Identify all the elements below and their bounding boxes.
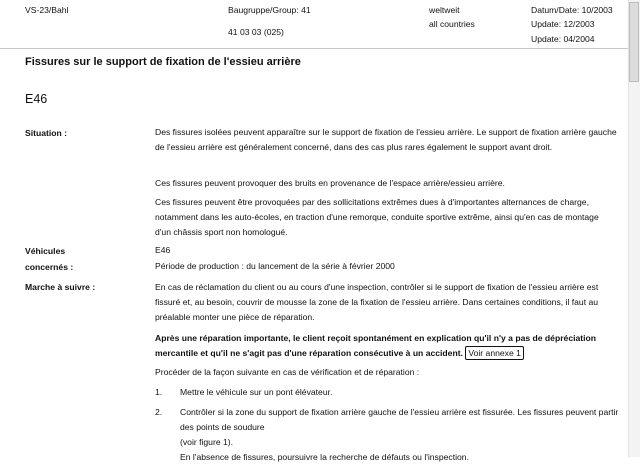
vehicles-model: E46 <box>155 245 171 255</box>
document-header <box>0 0 628 48</box>
situation-paragraph-3: Ces fissures peuvent être provoquées par des sollicitations extrêmes dues à d'importantes alternances de charge, notamment dans les auto-écoles, en traction d'une remorque, conduite sportive extrême, ainsi qu'en cas de montage d'un châssis sport non homologué. <box>155 197 599 237</box>
update-2: Update: 04/2004 <box>531 34 595 44</box>
situation-paragraph-1: Des fissures isolées peuvent apparaître sur le support de fixation de l'essieu arrière. Le support de fixation arrière gauche de l'essieu arrière est généralement concerné, dans des cas plus rares également le support avant droit. <box>155 127 617 152</box>
procedure-bold-text: Après une réparation importante, le client reçoit spontanément en explication qu'il n'y a pas de dépréciation mercantile et qu'il ne s'agit pas d'une réparation consécutive à un accident. <box>155 333 597 358</box>
step-2-text <box>180 405 620 465</box>
region-line2: all countries <box>429 19 475 29</box>
doc-ref: VS-23/Bahl <box>25 5 69 15</box>
vehicles-production: Période de production : du lancement de la série à février 2000 <box>155 261 395 271</box>
step-2-line-3: En l'absence de fissures, poursuivre la recherche de défauts ou l'inspection. <box>180 452 469 462</box>
group-label: Baugruppe/Group: 41 <box>228 5 311 15</box>
procedure-paragraph-2 <box>155 331 617 361</box>
model-heading: E46 <box>25 92 48 106</box>
step-2-line-1: Contrôler si la zone du support de fixation arrière gauche de l'essieu arrière est fissurée. Les fissures peuvent partir des points de soudure <box>180 407 619 432</box>
vertical-scrollbar[interactable] <box>628 0 640 457</box>
situation-paragraph-2: Ces fissures peuvent provoquer des bruits en provenance de l'espace arrière/essieu arrière. <box>155 178 505 188</box>
step-1-text: Mettre le véhicule sur un pont élévateur. <box>180 387 333 397</box>
date: Datum/Date: 10/2003 <box>531 5 613 15</box>
situation-label: Situation : <box>25 128 68 138</box>
region-line1: weltweit <box>429 5 460 15</box>
step-2-line-2: (voir figure 1). <box>180 437 234 447</box>
step-2-number: 2. <box>155 407 163 417</box>
group-code: 41 03 03 (025) <box>228 27 284 37</box>
procedure-label: Marche à suivre : <box>25 282 96 292</box>
procedure-paragraph-3: Procéder de la façon suivante en cas de vérification et de réparation : <box>155 367 420 377</box>
document-title: Fissures sur le support de fixation de l'essieu arrière <box>25 56 301 68</box>
vehicles-label: Véhicules concernés : <box>25 246 74 272</box>
update-1: Update: 12/2003 <box>531 19 595 29</box>
scrollbar-thumb[interactable] <box>629 2 639 82</box>
header-divider <box>0 48 628 49</box>
annex-link[interactable]: Voir annexe 1 <box>465 346 524 360</box>
step-1-number: 1. <box>155 387 163 397</box>
procedure-paragraph-1: En cas de réclamation du client ou au cours d'une inspection, contrôler si le support de fixation de l'essieu arrière est fissuré et, au besoin, couvrir de mousse la zone de la fixation de l'essieu arrière. Dans certaines conditions, il faut au préalable monter une pièce de réparation. <box>155 282 599 322</box>
